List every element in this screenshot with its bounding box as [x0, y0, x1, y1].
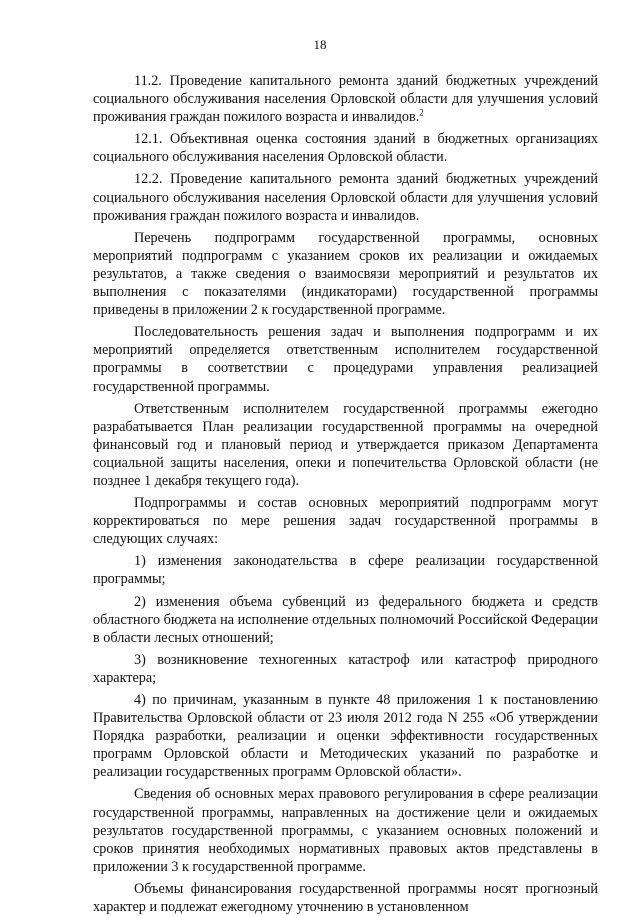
- paragraph-financing: Объемы финансирования государственной программы носят прогнозный характер и подлежат ежегодному уточнению в установленном: [93, 880, 598, 916]
- list-item-3: 3) возникновение техногенных катастроф или катастроф природного характера;: [93, 651, 598, 686]
- list-item-1: 1) изменения законодательства в сфере реализации государственной программы;: [93, 553, 598, 588]
- paragraph-11-2: [93, 72, 598, 126]
- body-text: [93, 72, 598, 916]
- list-item-2: 2) изменения объема субвенций из федерального бюджета и средств областного бюджета на исполнение отдельных полномочий Российской Федерации в области лесных отношений;: [93, 593, 598, 646]
- page-number: 18: [313, 37, 327, 52]
- paragraph-subprogram-list: Перечень подпрограмм государственной программы, основных мероприятий подпрограмм с указанием сроков их реализации и ожидаемых результатов, а также сведения о взаимосвязи мероприятий и результатов их выполнения с показателями (индикаторами) государственной программы приведены в приложении 2 к государственной программе.: [93, 229, 598, 319]
- paragraph-sequence: Последовательность решения задач и выполнения подпрограмм и их мероприятий определяется ответственным исполнителем государственной программы в соответствии с процедурами управления реализацией государственной программы.: [93, 324, 598, 395]
- list-item-4: 4) по причинам, указанным в пункте 48 приложения 1 к постановлению Правительства Орловской области от 23 июля 2012 года N 255 «Об утверждении Порядка разработки, реализации и оценки эффективности государственных программ Орловской области и Методических указаний по разработке и реализации государственных программ Орловской области».: [93, 692, 598, 781]
- paragraph-implementation-plan: Ответственным исполнителем государственной программы ежегодно разрабатывается План реализации государственной программы на очередной финансовый год и плановый период и утверждается приказом Департамента социальной защиты населения, опеки и попечительства Орловской области (не позднее 1 декабря текущего года).: [93, 400, 598, 489]
- paragraph-adjustment-cases: Подпрограммы и состав основных мероприятий подпрограмм могут корректироваться по мере решения задач государственной программы в следующих случаях:: [93, 495, 598, 548]
- paragraph-12-1: 12.1. Объективная оценка состояния зданий в бюджетных организациях социального обслуживания населения Орловской области.: [93, 131, 598, 166]
- paragraph-12-2: 12.2. Проведение капитального ремонта зданий бюджетных учреждений социального обслуживания населения Орловской области для улучшения условий проживания граждан пожилого возраста и инвалидов.: [93, 171, 598, 224]
- footnote-marker: 2: [419, 107, 424, 118]
- paragraph-text: 11.2. Проведение капитального ремонта зданий бюджетных учреждений социального обслуживания населения Орловской области для улучшения условий проживания граждан пожилого возраста и инвалидов.: [93, 73, 598, 126]
- paragraph-legal-regulation: Сведения об основных мерах правового регулирования в сфере реализации государственной программы, направленных на достижение цели и ожидаемых результатов государственной программы, с указанием основных положений и сроков принятия необходимых нормативных правовых актов представлены в приложении 3 к государственной программе.: [93, 786, 598, 875]
